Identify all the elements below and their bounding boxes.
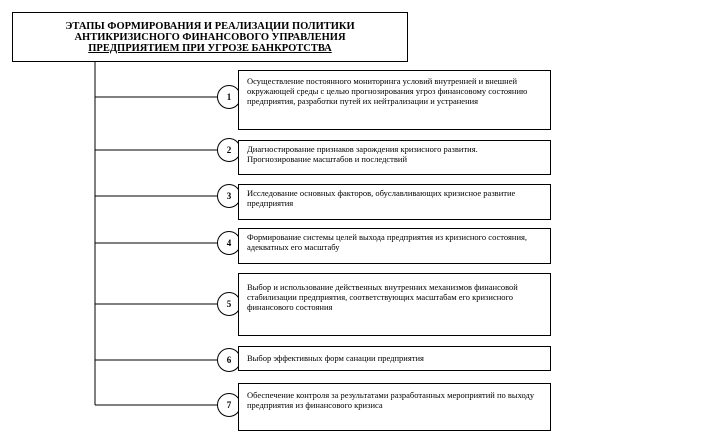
step-1-number: 1 xyxy=(217,85,241,109)
step-5-number: 5 xyxy=(217,292,241,316)
step-1-box: Осуществление постоянного мониторинга условий внутренней и внешней окружающей среды с целью прогнозирования угроз финансовому состоянию предприятия, разработки путей их нейтрализации и устранения xyxy=(238,70,551,130)
step-2-box: Диагностирование признаков зарождения кризисного развития. Прогнозирование масштабов и последствий xyxy=(238,140,551,175)
title-line-1: ЭТАПЫ ФОРМИРОВАНИЯ И РЕАЛИЗАЦИИ ПОЛИТИКИ xyxy=(65,20,355,32)
step-5-box: Выбор и использование действенных внутренних механизмов финансовой стабилизации предприятия, соответствующих масштабам его кризисного финансового состояния xyxy=(238,273,551,336)
step-3-number: 3 xyxy=(217,184,241,208)
step-4-number: 4 xyxy=(217,231,241,255)
step-4-box: Формирование системы целей выхода предприятия из кризисного состояния, адекватных его масштабу xyxy=(238,228,551,264)
step-3-box: Исследование основных факторов, обуславливающих кризисное развитие предприятия xyxy=(238,184,551,220)
step-7-number: 7 xyxy=(217,393,241,417)
title-line-2: АНТИКРИЗИСНОГО ФИНАНСОВОГО УПРАВЛЕНИЯ xyxy=(74,31,346,43)
title-box xyxy=(12,12,408,62)
step-6-box: Выбор эффективных форм санации предприятия xyxy=(238,346,551,371)
step-2-number: 2 xyxy=(217,138,241,162)
title-line-3: ПРЕДПРИЯТИЕМ ПРИ УГРОЗЕ БАНКРОТСТВА xyxy=(88,42,332,54)
step-6-number: 6 xyxy=(217,348,241,372)
step-7-box: Обеспечение контроля за результатами разработанных мероприятий по выходу предприятия из финансового кризиса xyxy=(238,383,551,431)
